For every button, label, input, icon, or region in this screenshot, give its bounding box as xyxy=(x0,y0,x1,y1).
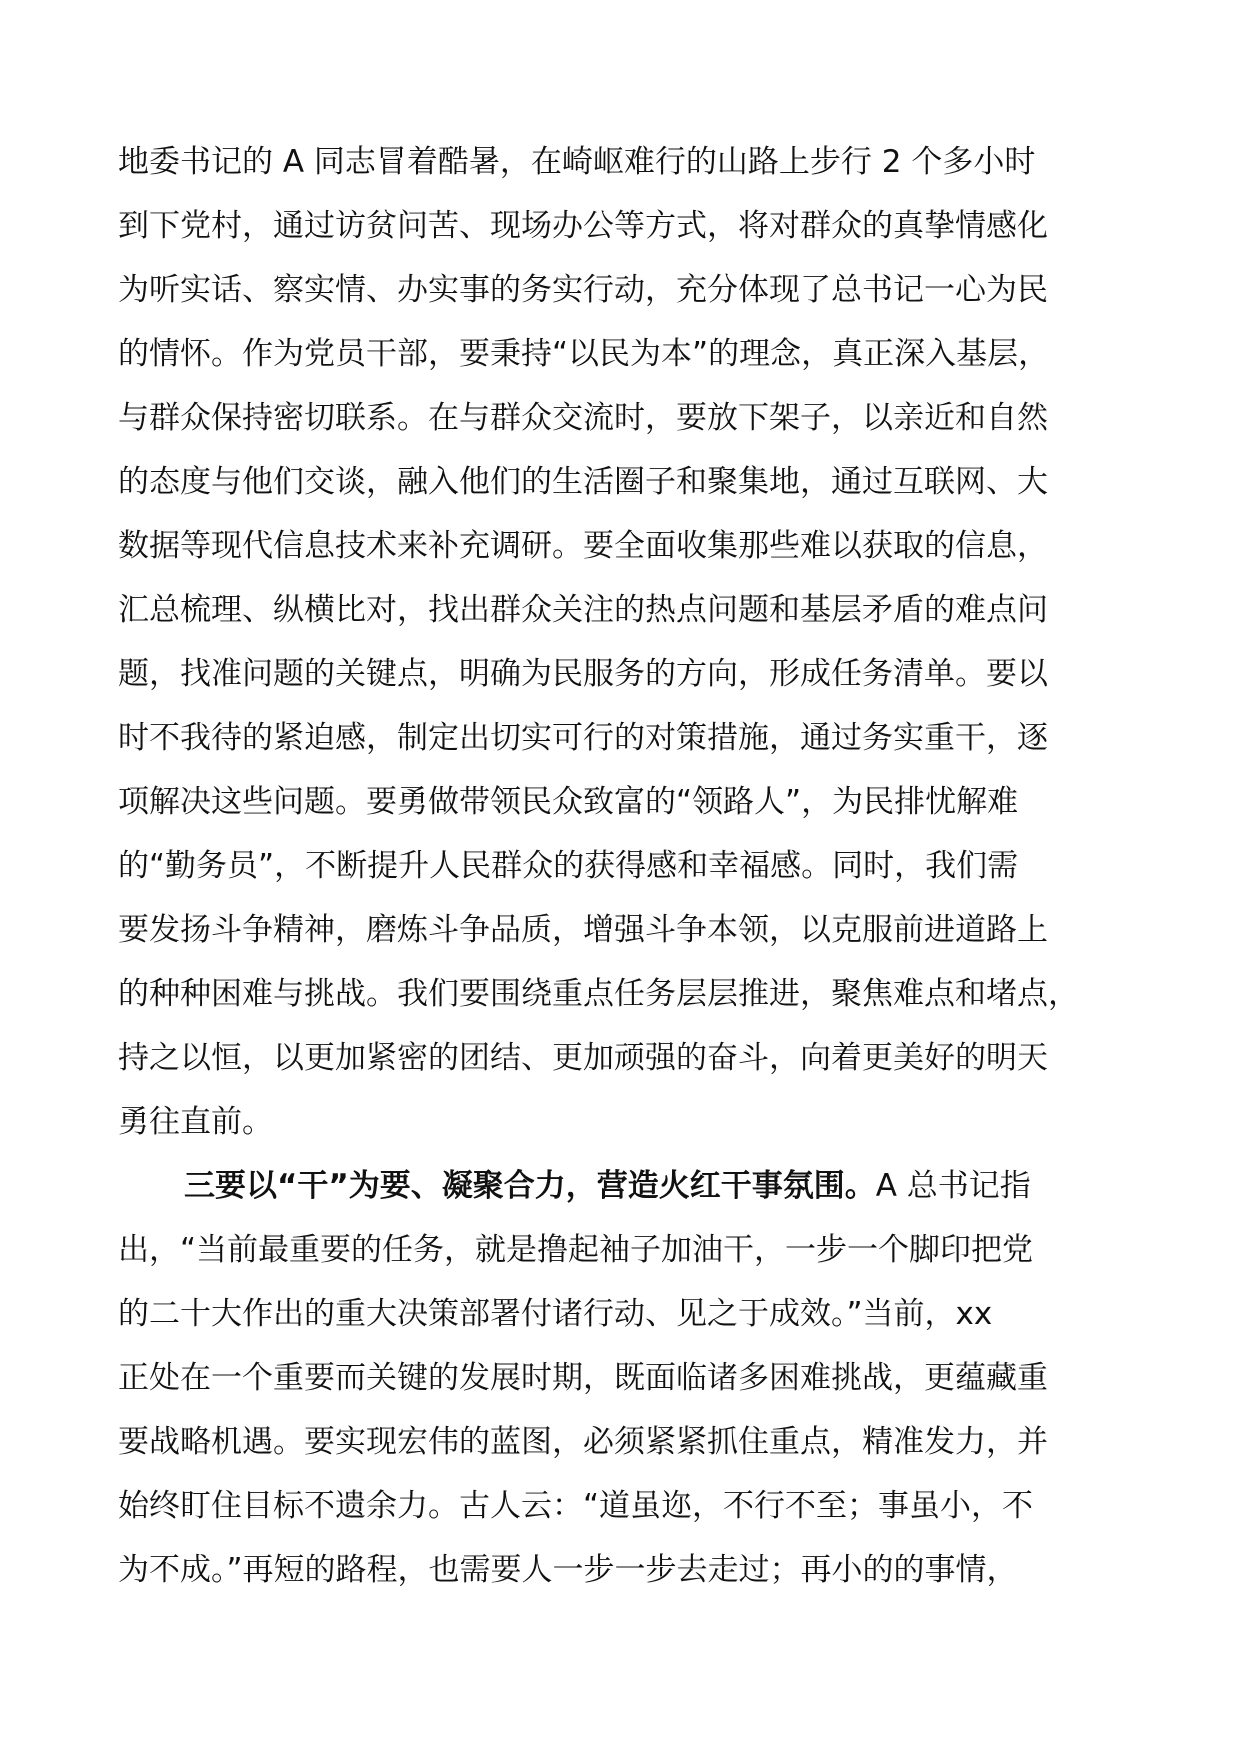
paragraph-line: 题，找准问题的关键点，明确为民服务的方向，形成任务清单。要以 xyxy=(118,656,1048,692)
paragraph-line: 始终盯住目标不遗余力。古人云：“道虽迩，不行不至；事虽小，不 xyxy=(118,1488,1034,1524)
paragraph-line: 的种种困难与挑战。我们要围绕重点任务层层推进，聚焦难点和堵点， xyxy=(118,976,1079,1012)
paragraph-line: 的二十大作出的重大决策部署付诸行动、见之于成效。”当前，xx xyxy=(118,1296,993,1332)
paragraph-line: 为不成。”再短的路程，也需要人一步一步去走过；再小的的事情， xyxy=(118,1552,1018,1588)
section-heading: 三要以“干”为要、凝聚合力，营造火红干事氛围。 xyxy=(184,1168,876,1204)
paragraph-line: 为听实话、察实情、办实事的务实行动，充分体现了总书记一心为民 xyxy=(118,272,1048,308)
section-heading-continuation: A 总书记指 xyxy=(875,1168,1031,1204)
paragraph-line: 正处在一个重要而关键的发展时期，既面临诸多困难挑战，更蕴藏重 xyxy=(118,1360,1048,1396)
paragraph-line: 时不我待的紧迫感，制定出切实可行的对策措施，通过务实重干，逐 xyxy=(118,720,1048,756)
paragraph-line: 出，“当前最重要的任务，就是撸起袖子加油干，一步一个脚印把党 xyxy=(118,1232,1034,1268)
paragraph-line: 汇总梳理、纵横比对，找出群众关注的热点问题和基层矛盾的难点问 xyxy=(118,592,1048,628)
paragraph-line: 勇往直前。 xyxy=(118,1104,273,1140)
paragraph-line: 的“勤务员”，不断提升人民群众的获得感和幸福感。同时，我们需 xyxy=(118,848,1019,884)
document-body xyxy=(118,130,1138,1602)
section-heading-line xyxy=(118,1154,1138,1218)
paragraph-line: 到下党村，通过访贫问苦、现场办公等方式，将对群众的真挚情感化 xyxy=(118,208,1048,244)
paragraph-line: 要发扬斗争精神，磨炼斗争品质，增强斗争本领，以克服前进道路上 xyxy=(118,912,1048,948)
paragraph-line: 与群众保持密切联系。在与群众交流时，要放下架子，以亲近和自然 xyxy=(118,400,1048,436)
paragraph-line: 要战略机遇。要实现宏伟的蓝图，必须紧紧抓住重点，精准发力，并 xyxy=(118,1424,1048,1460)
paragraph-line: 项解决这些问题。要勇做带领民众致富的“领路人”，为民排忧解难 xyxy=(118,784,1019,820)
paragraph-line: 地委书记的 A 同志冒着酷暑，在崎岖难行的山路上步行 2 个多小时 xyxy=(118,144,1036,180)
paragraph-line: 的态度与他们交谈，融入他们的生活圈子和聚集地，通过互联网、大 xyxy=(118,464,1048,500)
paragraph-line: 的情怀。作为党员干部，要秉持“以民为本”的理念，真正深入基层， xyxy=(118,336,1050,372)
paragraph-line: 数据等现代信息技术来补充调研。要全面收集那些难以获取的信息， xyxy=(118,528,1048,564)
paragraph-line: 持之以恒，以更加紧密的团结、更加顽强的奋斗，向着更美好的明天 xyxy=(118,1040,1048,1076)
